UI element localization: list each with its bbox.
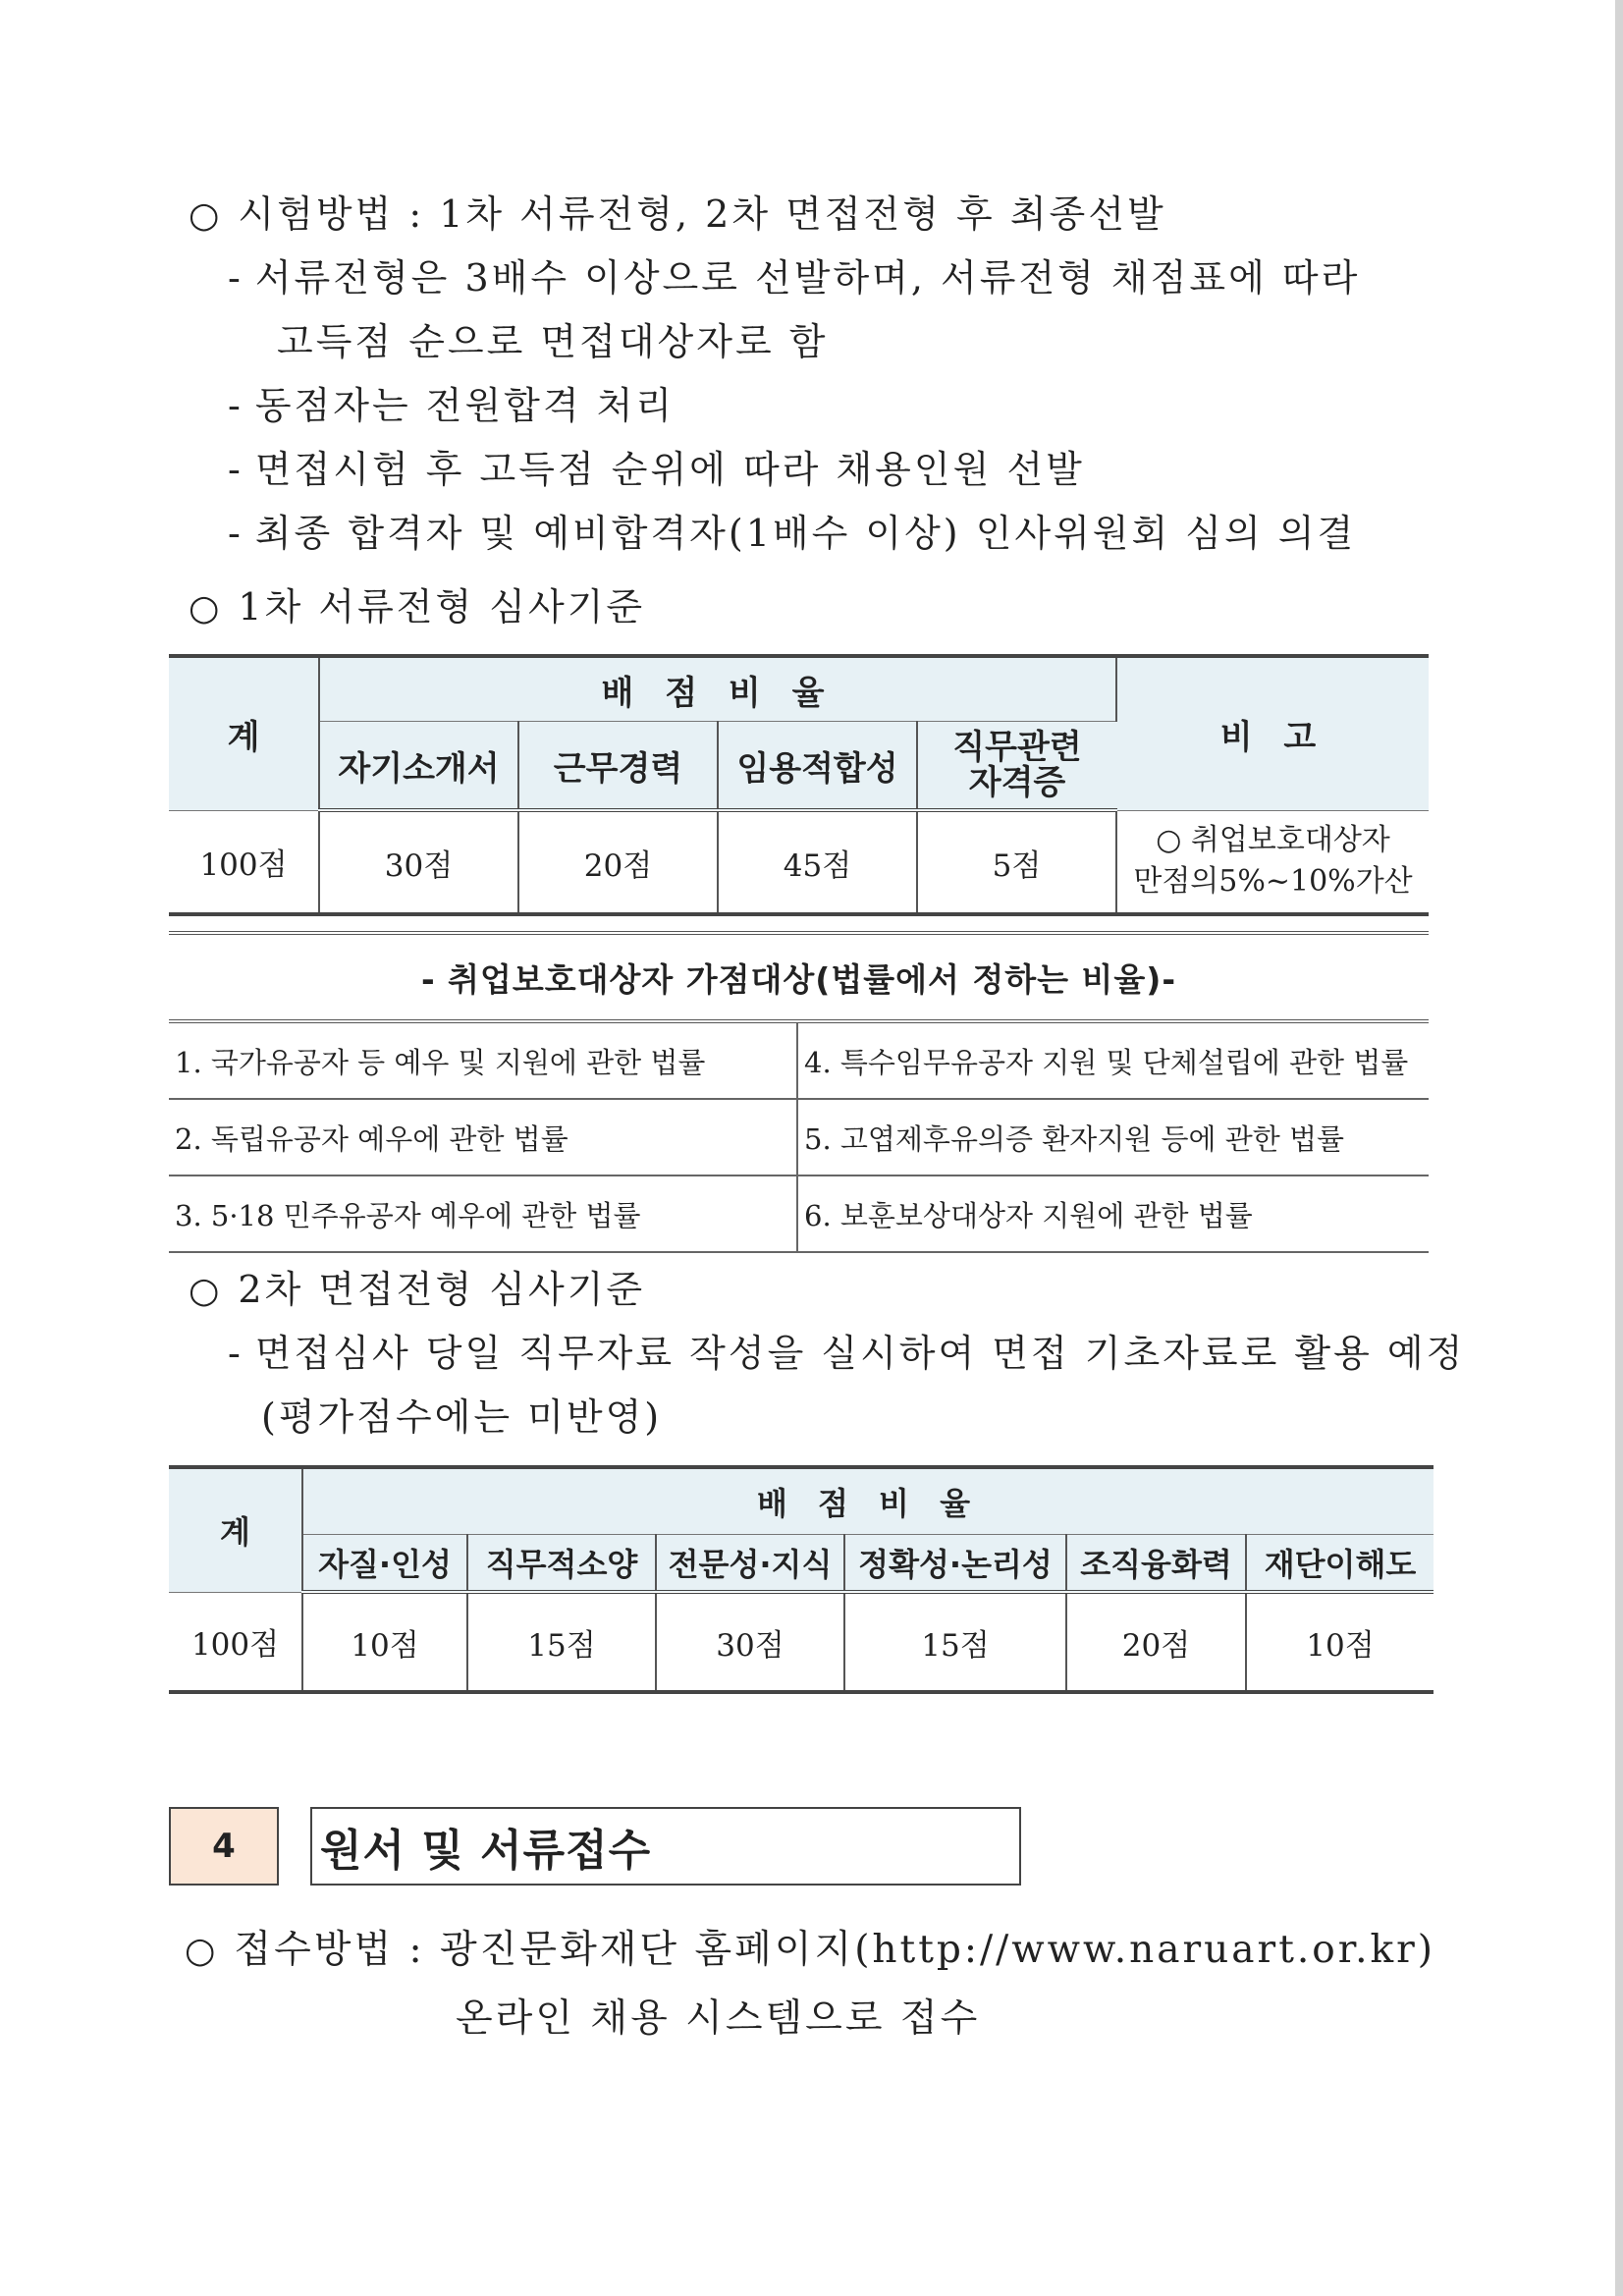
exam-bullet-3 [228, 442, 1085, 497]
section-title: 원서 및 서류접수 [310, 1807, 1021, 1886]
exam-bullet-text: 최종 합격자 및 예비합격자(1배수 이상) 인사위원회 심의 의결 [254, 512, 1357, 555]
remark-line: ○ 취업보호대상자 [1156, 823, 1390, 858]
circle-bullet-icon: ○ [189, 588, 223, 629]
doc-review-heading [189, 579, 645, 636]
law-item: 5. 고엽제후유의증 환자지원 등에 관한 법률 [797, 1099, 1429, 1175]
total-value: 100점 [169, 1592, 302, 1692]
section-number: 4 [169, 1807, 279, 1886]
score-value: 30점 [319, 810, 518, 914]
interview-bullet-text: 면접심사 당일 직무자료 작성을 실시하여 면접 기초자료로 활용 예정 [254, 1332, 1466, 1375]
interview-bullet-text: (평가점수에는 미반영) [261, 1395, 663, 1439]
total-header: 계 [169, 1467, 302, 1592]
receipt-method-text: 접수방법 : 광진문화재단 홈페이지(http://www.naruart.or.kr) [234, 1928, 1435, 1972]
exam-bullet-text: 고득점 순으로 면접대상자로 함 [277, 320, 829, 363]
page-edge-shadow [1615, 0, 1623, 2296]
receipt-method-continued [456, 1992, 980, 2047]
column-header: 직무적소양 [467, 1535, 656, 1593]
exam-bullet-text: 동점자는 전원합격 처리 [254, 384, 676, 427]
bonus-law-table [169, 931, 1429, 1253]
exam-bullet-1 [228, 250, 1360, 305]
score-value: 15점 [467, 1592, 656, 1692]
remark-cell [1116, 810, 1429, 914]
score-value: 20점 [1066, 1592, 1246, 1692]
interview-bullet [228, 1326, 1465, 1381]
circle-bullet-icon: ○ [189, 195, 223, 236]
dash-bullet: - [228, 256, 243, 300]
law-item: 1. 국가유공자 등 예우 및 지원에 관한 법률 [169, 1021, 797, 1099]
total-value: 100점 [169, 810, 319, 914]
score-ratio-header: 배 점 비 율 [302, 1467, 1434, 1535]
interview-score-table [169, 1465, 1434, 1694]
circle-bullet-icon: ○ [185, 1931, 219, 1971]
score-value: 10점 [302, 1592, 467, 1692]
dash-bullet: - [228, 448, 243, 491]
dash-bullet: - [228, 384, 243, 427]
remark-header: 비 고 [1116, 656, 1429, 810]
remark-line: 만점의5%~10%가산 [1133, 864, 1413, 900]
law-item: 2. 독립유공자 예우에 관한 법률 [169, 1099, 797, 1175]
circle-bullet-icon: ○ [189, 1271, 223, 1311]
column-header: 직무관련 자격증 [917, 722, 1116, 811]
interview-heading [189, 1262, 645, 1319]
exam-method-line [189, 187, 1166, 244]
law-item: 3. 5·18 민주유공자 예우에 관한 법률 [169, 1175, 797, 1252]
column-header: 조직융화력 [1066, 1535, 1246, 1593]
column-header: 근무경력 [518, 722, 718, 811]
law-item: 6. 보훈보상대상자 지원에 관한 법률 [797, 1175, 1429, 1252]
receipt-method-line [185, 1923, 1435, 1979]
total-header: 계 [169, 656, 319, 810]
score-value: 5점 [917, 810, 1116, 914]
score-value: 10점 [1246, 1592, 1434, 1692]
score-value: 15점 [844, 1592, 1066, 1692]
score-value: 45점 [718, 810, 917, 914]
exam-bullet-text: 서류전형은 3배수 이상으로 선발하며, 서류전형 채점표에 따라 [254, 256, 1361, 300]
exam-bullet-text: 면접시험 후 고득점 순위에 따라 채용인원 선발 [254, 448, 1085, 491]
dash-bullet: - [228, 1332, 243, 1375]
doc-review-heading-text: 1차 서류전형 심사기준 [238, 585, 646, 629]
exam-bullet-1-continued [277, 314, 828, 369]
score-value: 30점 [656, 1592, 844, 1692]
column-header: 임용적합성 [718, 722, 917, 811]
doc-review-score-table [169, 654, 1429, 916]
bonus-law-title: - 취업보호대상자 가점대상(법률에서 정하는 비율)- [169, 933, 1429, 1021]
exam-method-text: 시험방법 : 1차 서류전형, 2차 면접전형 후 최종선발 [238, 192, 1166, 236]
column-header: 재단이해도 [1246, 1535, 1434, 1593]
receipt-method-text: 온라인 채용 시스템으로 접수 [456, 1996, 981, 2041]
exam-bullet-2 [228, 378, 675, 433]
column-header: 정확성·논리성 [844, 1535, 1066, 1593]
score-value: 20점 [518, 810, 718, 914]
column-header: 자기소개서 [319, 722, 518, 811]
exam-bullet-4 [228, 506, 1356, 561]
interview-bullet-continued [261, 1390, 662, 1445]
interview-heading-text: 2차 면접전형 심사기준 [238, 1268, 646, 1311]
score-ratio-header: 배 점 비 율 [319, 656, 1116, 722]
column-header: 자질·인성 [302, 1535, 467, 1593]
law-item: 4. 특수임무유공자 지원 및 단체설립에 관한 법률 [797, 1021, 1429, 1099]
column-header: 전문성·지식 [656, 1535, 844, 1593]
dash-bullet: - [228, 512, 243, 555]
